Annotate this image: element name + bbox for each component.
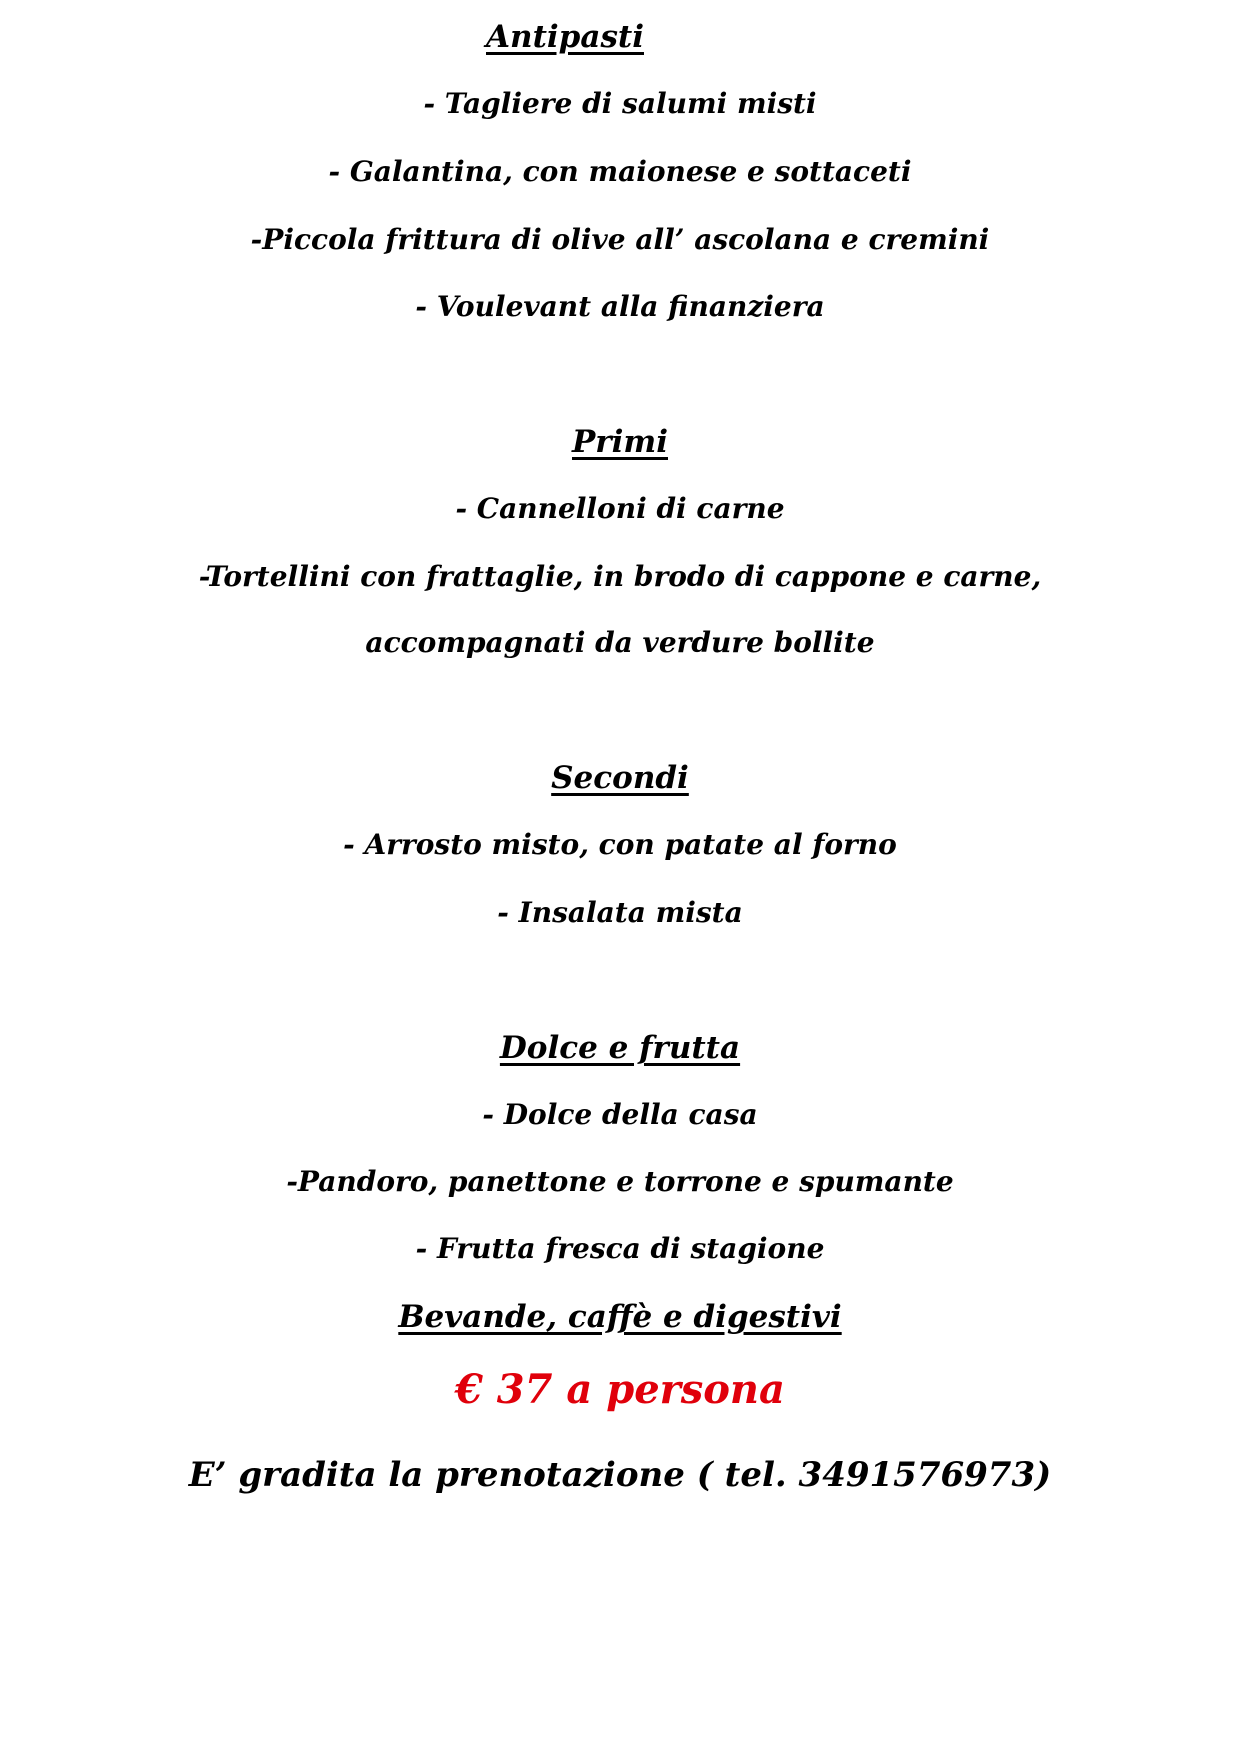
menu-item: - Voulevant alla finanziera: [415, 290, 825, 323]
menu-item: -Pandoro, panettone e torrone e spumante: [286, 1165, 954, 1198]
menu-item: accompagnati da verdure bollite: [365, 626, 875, 659]
menu-item: - Dolce della casa: [482, 1098, 758, 1131]
menu-item: - Cannelloni di carne: [455, 492, 785, 525]
menu-item: -Piccola frittura di olive all’ ascolana e cremini: [250, 223, 990, 256]
section-heading-secondi: Secondi: [551, 760, 689, 796]
drinks-heading: Bevande, caffè e digestivi: [398, 1299, 842, 1335]
menu-item: - Tagliere di salumi misti: [423, 87, 817, 120]
price-per-person: € 37 a persona: [455, 1366, 785, 1413]
menu-item: - Frutta fresca di stagione: [415, 1232, 825, 1265]
menu-item: - Galantina, con maionese e sottaceti: [328, 155, 912, 188]
menu-item: - Arrosto misto, con patate al forno: [343, 828, 897, 861]
section-heading-dolce-e-frutta: Dolce e frutta: [499, 1030, 741, 1066]
section-heading-antipasti: Antipasti: [486, 19, 644, 55]
menu-item: - Insalata mista: [497, 896, 743, 929]
menu-item: -Tortellini con frattaglie, in brodo di cappone e carne,: [198, 560, 1042, 593]
booking-note: E’ gradita la prenotazione ( tel. 3491576973): [188, 1455, 1052, 1495]
section-heading-primi: Primi: [572, 424, 668, 460]
